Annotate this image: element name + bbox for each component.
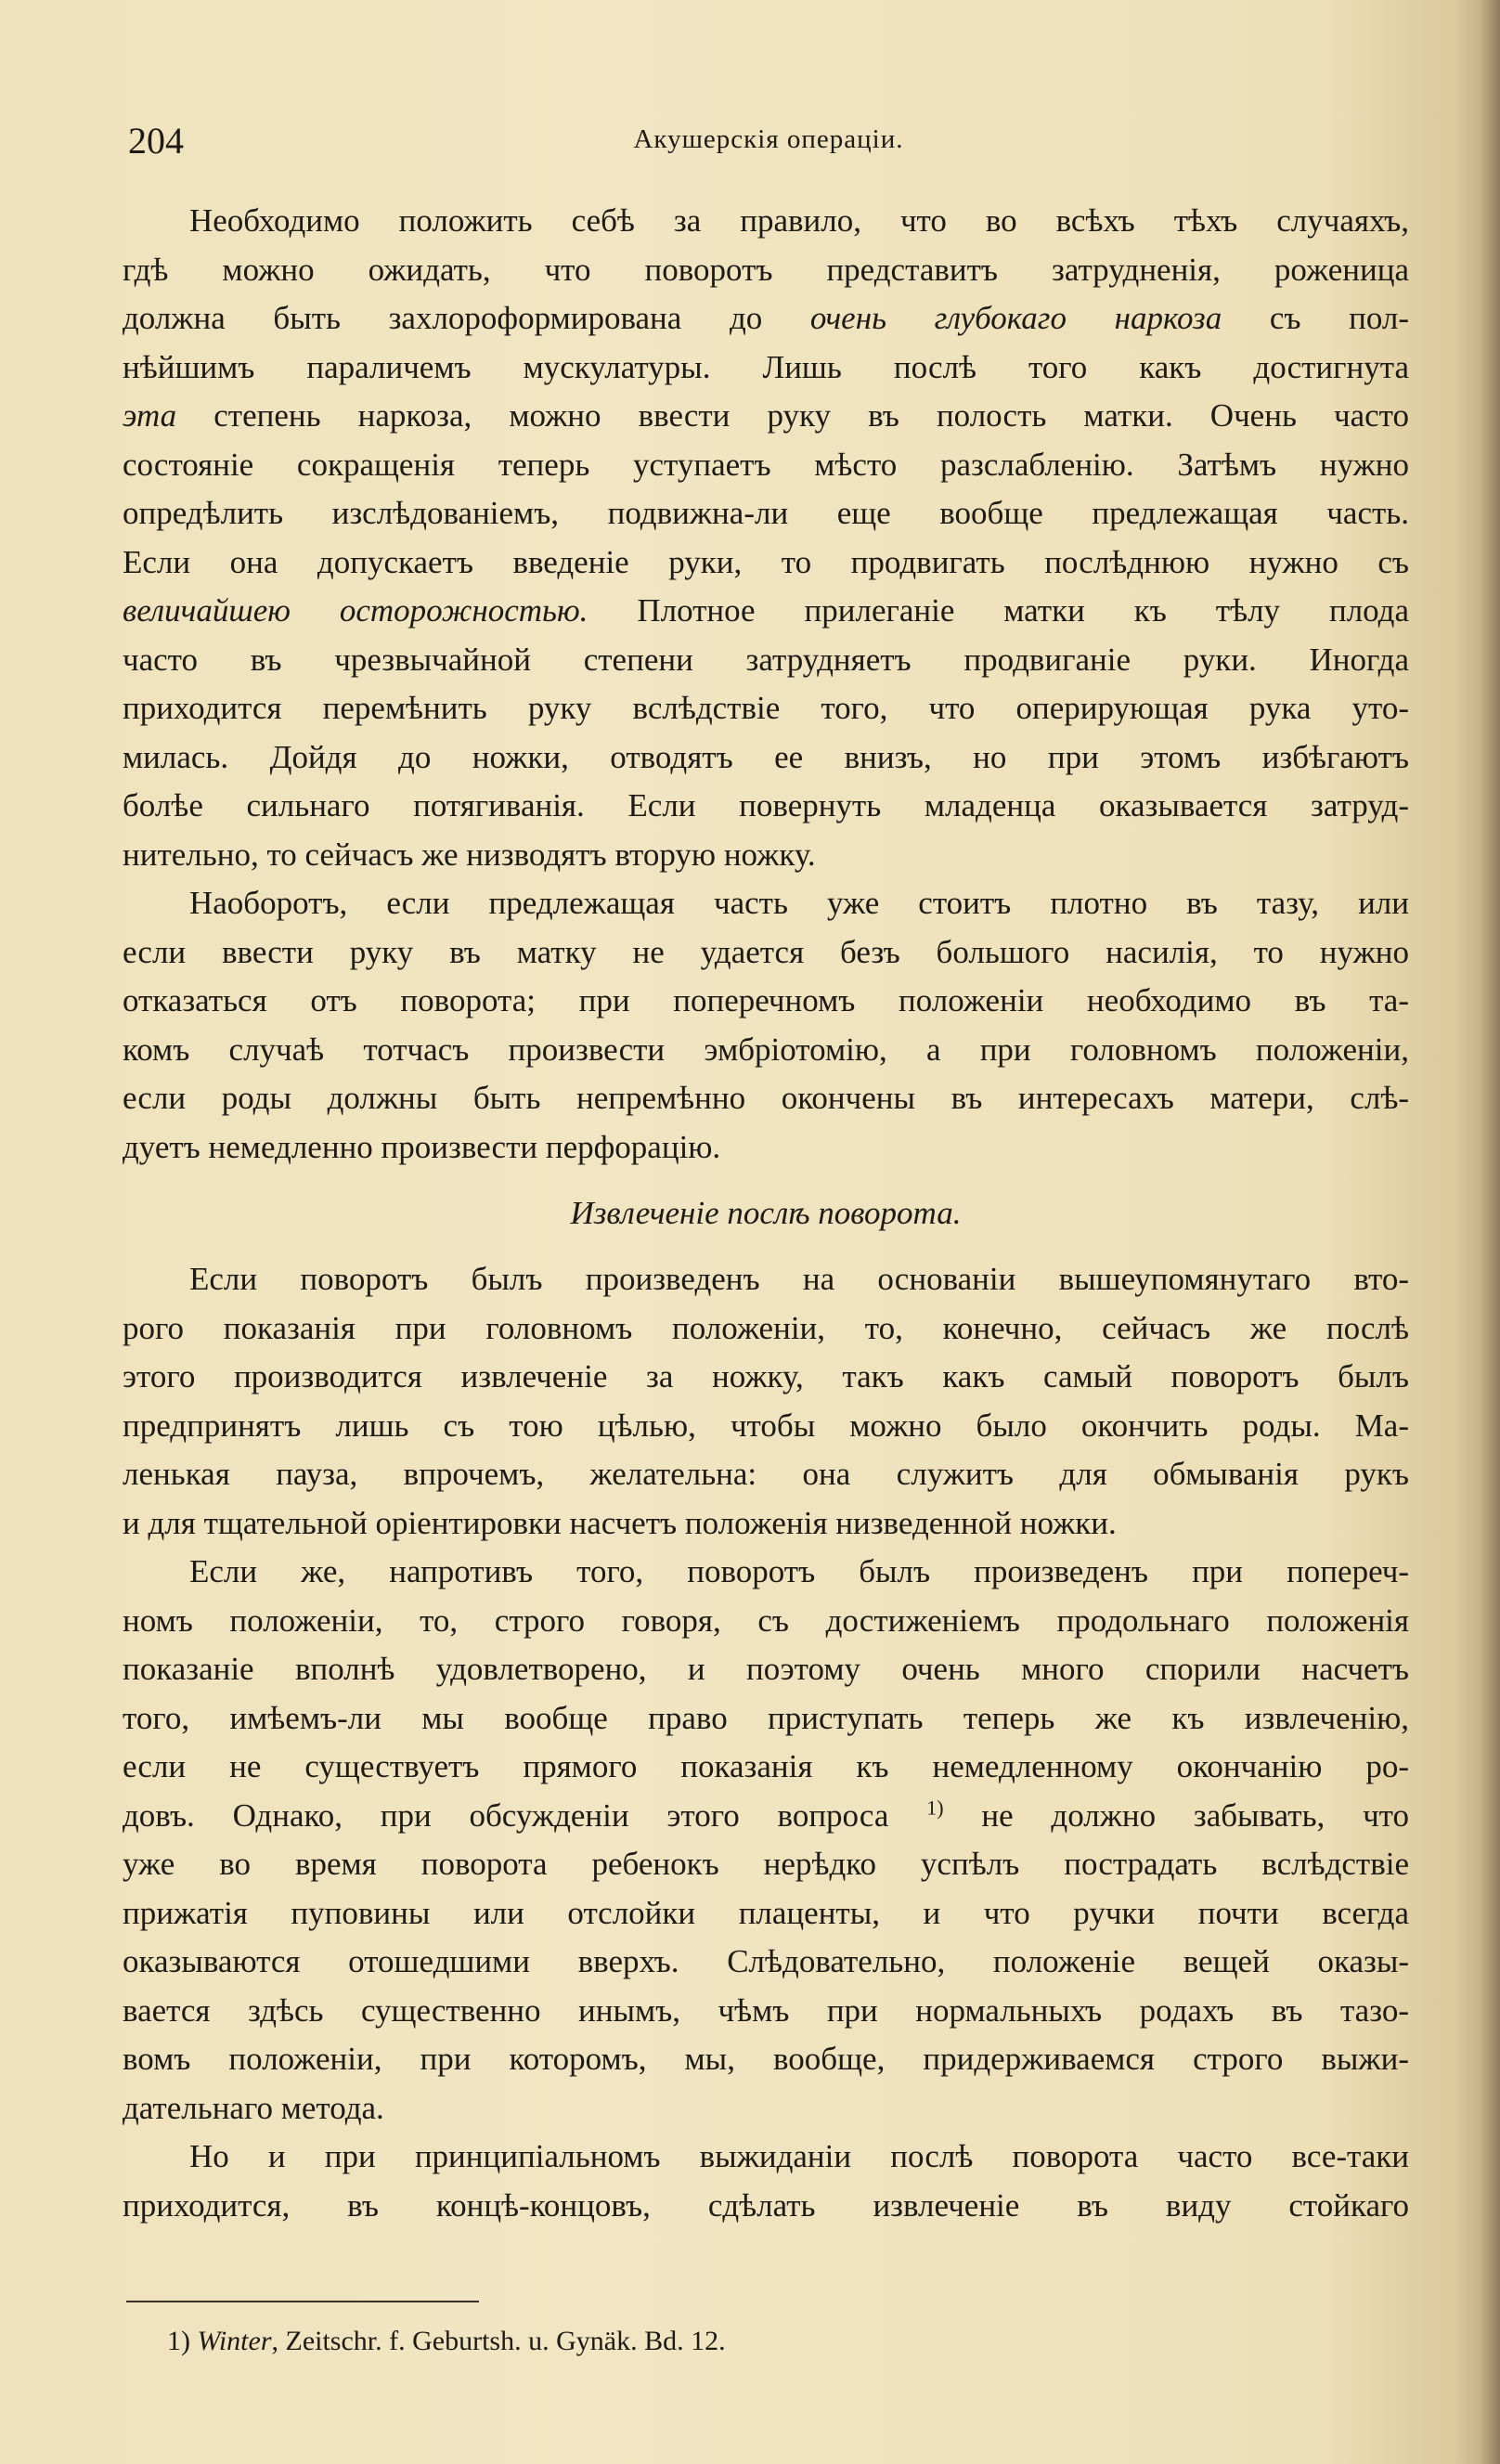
text-line: Если поворотъ былъ произведенъ на основаніи вышеупомянутаго вто-: [189, 1261, 1409, 1297]
text-segment: съ пол-: [1222, 300, 1409, 336]
footnote: [167, 2321, 1374, 2362]
text-segment: Плотное прилеганіе матки къ тѣлу плода: [588, 592, 1409, 629]
text-line: приходится перемѣнить руку вслѣдствіе того, что оперирующая рука уто-: [123, 690, 1409, 726]
text-line: [123, 392, 1409, 441]
paragraph-1: [123, 197, 1409, 879]
text-line: Наоборотъ, если предлежащая часть уже стоитъ плотно въ тазу, или: [189, 885, 1409, 921]
text-line: нѣйшимъ параличемъ мускулатуры. Лишь послѣ того какъ достигнута: [123, 348, 1409, 385]
text-segment: довъ. Однако, при обсужденіи этого вопроса: [123, 1796, 927, 1834]
text-line: рого показанія при головномъ положеніи, то, конечно, сейчасъ же послѣ: [123, 1309, 1409, 1346]
text-line: оказываются отошедшими вверхъ. Слѣдовательно, положеніе вещей оказы-: [123, 1943, 1409, 1979]
text-line: дательнаго метода.: [123, 2089, 384, 2126]
text-line: болѣе сильнаго потягиванія. Если повернуть младенца оказывается затруд-: [123, 787, 1409, 823]
text-line: [123, 294, 1409, 344]
paragraph-4: [123, 1548, 1409, 2133]
emphasis-text: величайшею осторожностью.: [123, 592, 588, 629]
text-line: ленькая пауза, впрочемъ, желательна: она служитъ для обмыванія рукъ: [123, 1456, 1409, 1492]
text-line: состояніе сокращенія теперь уступаетъ мѣсто разслабленію. Затѣмъ нужно: [123, 446, 1409, 483]
section-heading: Извлеченіе послѣ поворота.: [570, 1195, 962, 1231]
paragraph-2: [123, 879, 1409, 1172]
text-line: предпринятъ лишь съ тою цѣлью, чтобы можно было окончить роды. Ма-: [123, 1407, 1409, 1444]
text-line: прижатія пуповины или отслойки плаценты, и что ручки почти всегда: [123, 1894, 1409, 1931]
text-line: дуетъ немедленно произвести перфорацію.: [123, 1128, 721, 1165]
page-header: [128, 119, 1409, 165]
text-line: приходится, въ концѣ-концовъ, сдѣлать извлеченіе въ виду стойкаго: [123, 2186, 1409, 2224]
text-segment: степень наркоза, можно ввести руку въ полость матки. Очень часто: [176, 397, 1409, 434]
running-title: Акушерскія операціи.: [633, 124, 904, 154]
footnote-marker: 1): [167, 2326, 190, 2356]
text-line: того, имѣемъ-ли мы вообще право приступать теперь же къ извлеченію,: [123, 1699, 1409, 1736]
text-line: вомъ положеніи, при которомъ, мы, вообще, придерживаемся строго выжи-: [123, 2041, 1409, 2077]
emphasis-text: эта: [123, 397, 177, 434]
text-line: [123, 587, 1409, 636]
text-line: вается здѣсь существенно инымъ, чѣмъ при нормальныхъ родахъ въ тазо-: [123, 1991, 1409, 2029]
text-line: Если же, напротивъ того, поворотъ былъ произведенъ при попереч-: [189, 1553, 1409, 1589]
footnote-author: Winter: [197, 2326, 272, 2356]
text-line: гдѣ можно ожидать, что поворотъ представитъ затрудненія, роженица: [123, 251, 1409, 288]
emphasis-text: очень глубокаго наркоза: [809, 300, 1222, 336]
footnote-text: , Zeitschr. f. Geburtsh. u. Gynäk. Bd. 12.: [271, 2326, 726, 2356]
text-line: если ввести руку въ матку не удается безъ большого насилія, то нужно: [123, 933, 1409, 970]
text-line: этого производится извлеченіе за ножку, такъ какъ самый поворотъ былъ: [123, 1358, 1409, 1394]
text-line: часто въ чрезвычайной степени затрудняетъ продвиганіе руки. Иногда: [123, 641, 1409, 678]
page-number: 204: [128, 120, 184, 162]
text-line: милась. Дойдя до ножки, отводятъ ее внизъ, но при этомъ избѣгаютъ: [123, 738, 1409, 775]
text-line: отказаться отъ поворота; при поперечномъ положеніи необходимо въ та-: [123, 982, 1409, 1018]
page-body: [123, 197, 1409, 2230]
paragraph-3: [123, 1255, 1409, 1548]
text-line: Но и при принципіальномъ выжиданіи послѣ поворота часто все-таки: [189, 2138, 1409, 2174]
text-line: если не существуетъ прямого показанія къ немедленному окончанію ро-: [123, 1748, 1409, 1784]
text-line: [123, 1792, 1409, 1841]
text-line: Если она допускаетъ введеніе руки, то продвигать послѣднюю нужно съ: [123, 543, 1409, 580]
footnote-rule: [126, 2301, 479, 2302]
text-line: номъ положеніи, то, строго говоря, съ достиженіемъ продольнаго положенія: [123, 1602, 1409, 1639]
text-line: если роды должны быть непремѣнно окончены въ интересахъ матери, слѣ-: [123, 1080, 1409, 1116]
footnote-ref: 1): [926, 1795, 944, 1819]
text-line: и для тщательной оріентировки насчетъ положенія низведенной ножки.: [123, 1504, 1117, 1541]
text-line: Необходимо положить себѣ за правило, что во всѣхъ тѣхъ случаяхъ,: [189, 202, 1409, 239]
text-line: опредѣлить изслѣдованіемъ, подвижна-ли еще вообще предлежащая часть.: [123, 495, 1409, 531]
paragraph-5: [123, 2133, 1409, 2230]
text-segment: не должно забывать, что: [943, 1796, 1409, 1834]
text-segment: должна быть захлороформирована до: [123, 300, 810, 336]
text-line: комъ случаѣ тотчасъ произвести эмбріотомію, а при головномъ положеніи,: [123, 1031, 1409, 1068]
page-edge: [1480, 0, 1500, 2464]
text-line: нительно, то сейчасъ же низводятъ вторую ножку.: [123, 836, 816, 873]
text-line: уже во время поворота ребенокъ нерѣдко успѣлъ пострадать вслѣдствіе: [123, 1846, 1409, 1882]
text-line: показаніе вполнѣ удовлетворено, и поэтому очень много спорили насчетъ: [123, 1651, 1409, 1687]
